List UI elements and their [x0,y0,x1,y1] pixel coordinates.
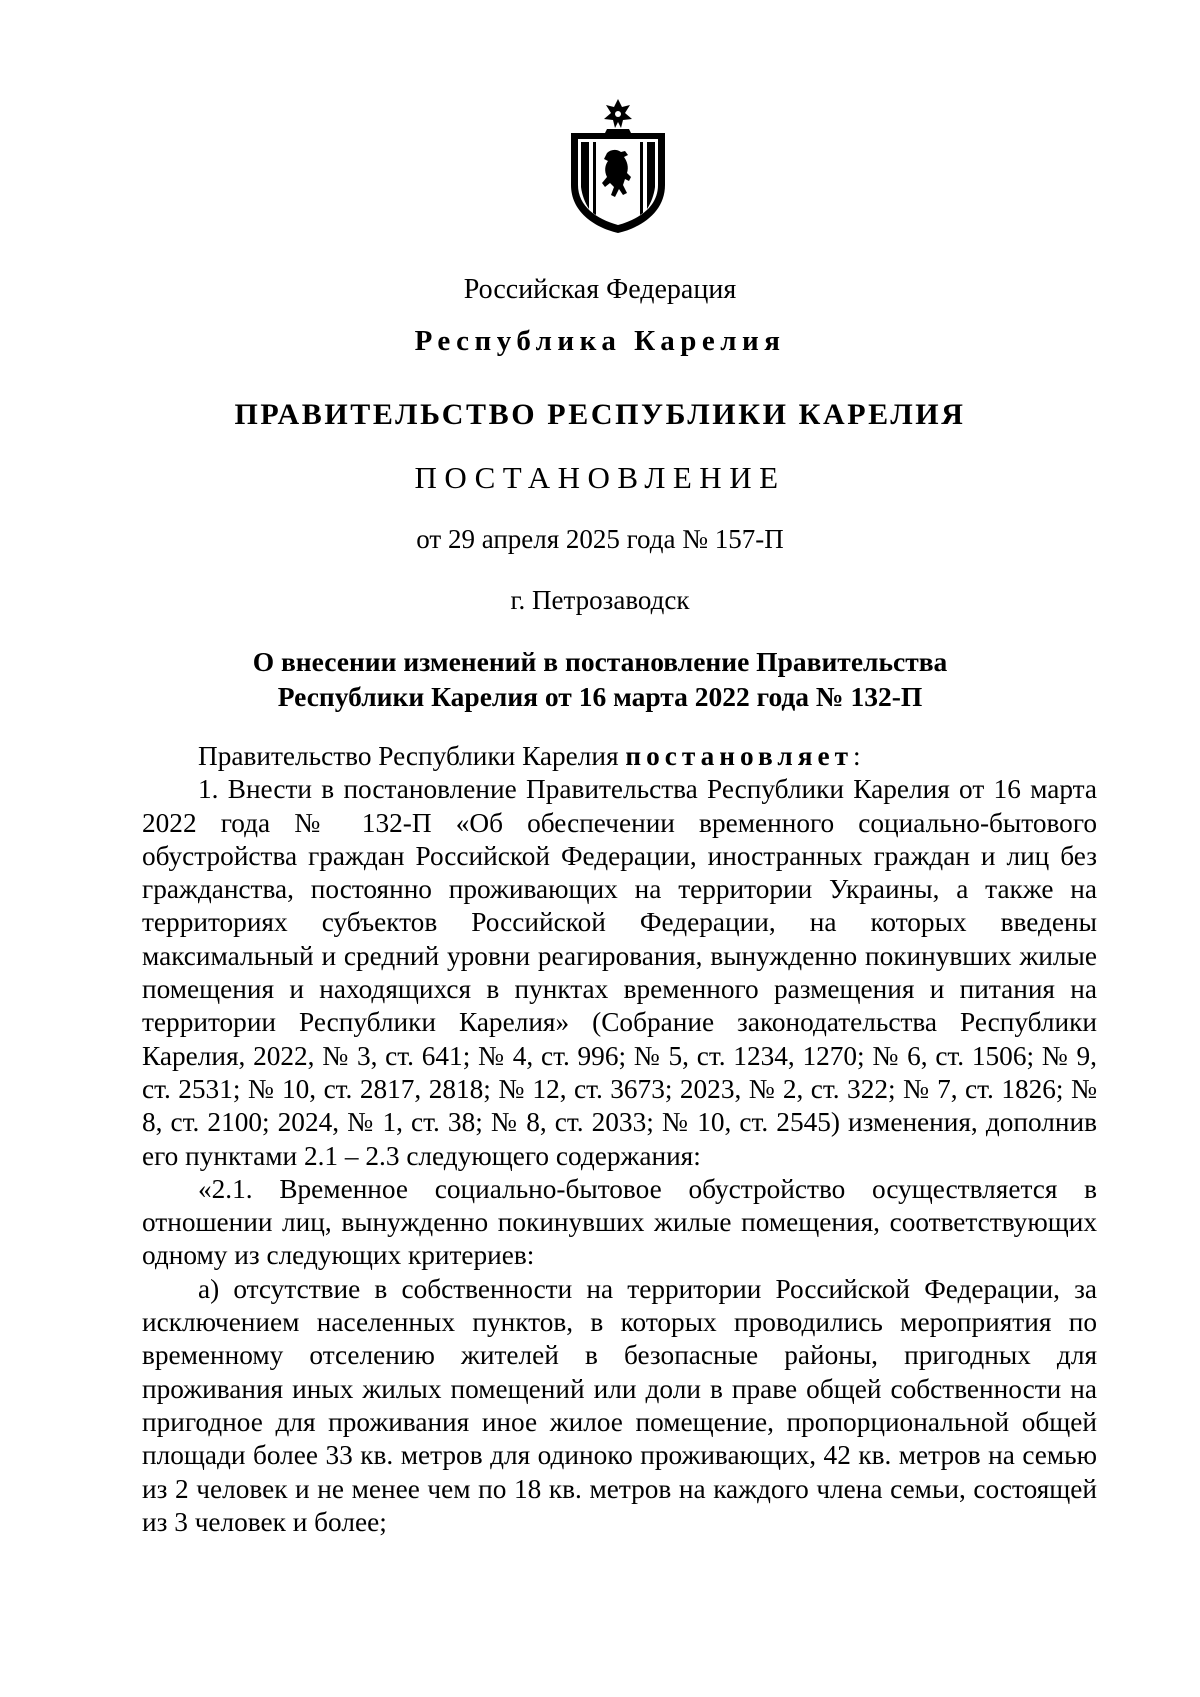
paragraph-item-2-1: «2.1. Временное социально-бытовое обустройство осуществляется в отношении лиц, вынужденно покинувших жилые помещения, соответствующих одному из следующих критериев: [142,1173,1097,1271]
republic-name: Республика Карелия [414,325,786,357]
document-title-line-2: Республики Карелия от 16 марта 2022 года № 132-П [277,681,923,712]
karelia-coat-of-arms-icon [567,97,669,235]
preamble-colon: : [853,741,861,771]
document-type: ПОСТАНОВЛЕНИЕ [414,460,786,495]
preamble-lead: Правительство Республики Карелия [198,741,619,771]
document-body [142,740,1097,1539]
preamble-verb: постановляет [625,741,853,771]
government-name: ПРАВИТЕЛЬСТВО РЕСПУБЛИКИ КАРЕЛИЯ [234,398,966,431]
preamble [142,740,1097,773]
country-name: Российская Федерация [463,274,737,305]
document-city: г. Петрозаводск [510,585,690,615]
document-date: от 29 апреля 2025 года № 157-П [416,524,784,554]
paragraph-item-a: а) отсутствие в собственности на территории Российской Федерации, за исключением населенных пунктов, в которых проводились мероприятия по временному отселению жителей в безопасные районы, пригодных для проживания иных жилых помещений или доли в праве общей собственности на пригодное для проживания иное жилое помещение, пропорциональной общей площади более 33 кв. метров для одиноко проживающих, 42 кв. метров на семью из 2 человек и не менее чем по 18 кв. метров на каждого члена семьи, состоящей из 3 человек и более; [142,1273,1097,1537]
document-title [0,644,1200,714]
paragraph-item-1: 1. Внести в постановление Правительства Республики Карелия от 16 марта 2022 года № 132-П «Об обеспечении временного социально-бытового обустройства граждан Российской Федерации, иностранных граждан и лиц без гражданства, постоянно проживающих на территории Украины, а также на территориях субъектов Российской Федерации, на которых введены максимальный и средний уровни реагирования, вынужденно покинувших жилые помещения и находящихся в пунктах временного размещения и питания на территории Республики Карелия» (Собрание законодательства Республики Карелия, 2022, № 3, ст. 641; № 4, ст. 996; № 5, ст. 1234, 1270; № 6, ст. 1506; № 9, ст. 2531; № 10, ст. 2817, 2818; № 12, ст. 3673; 2023, № 2, ст. 322; № 7, ст. 1826; № 8, ст. 2100; 2024, № 1, ст. 38; № 8, ст. 2033; № 10, ст. 2545) изменения, дополнив его пунктами 2.1 – 2.3 следующего содержания: [142,774,1097,1171]
document-title-line-1: О внесении изменений в постановление Правительства [252,646,948,677]
